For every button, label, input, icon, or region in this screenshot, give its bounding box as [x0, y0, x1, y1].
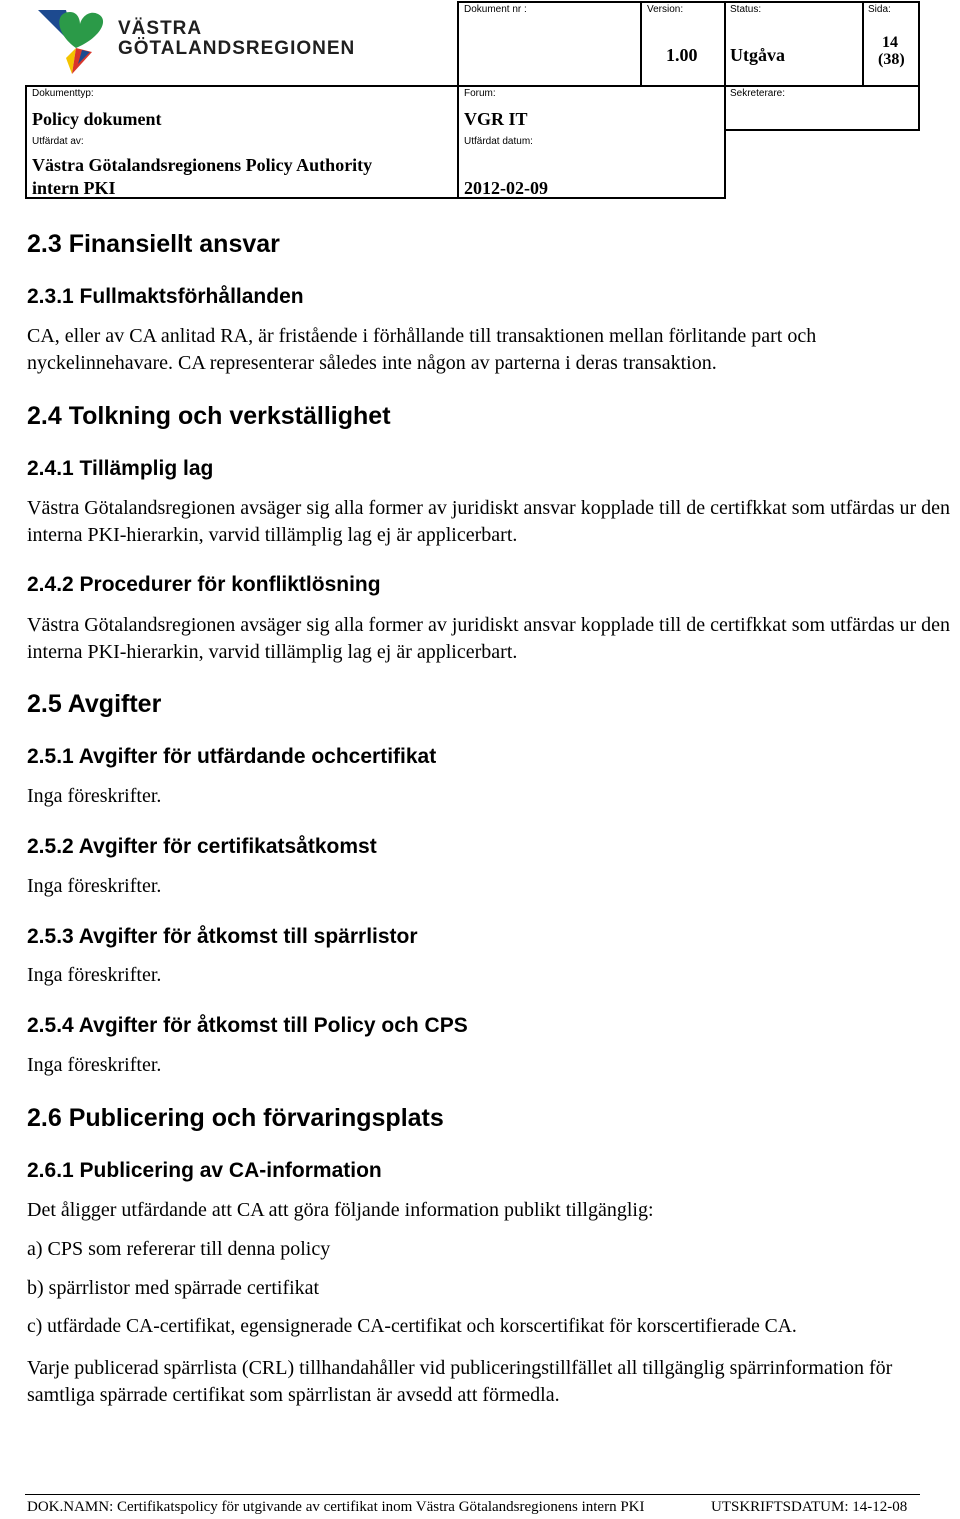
issuer-line2: intern PKI — [32, 178, 116, 198]
header-rule — [862, 1, 864, 87]
region-logo-icon — [36, 8, 118, 78]
header-rule — [918, 1, 920, 131]
paragraph-2-5-2: Inga föreskrifter. — [27, 875, 162, 897]
forum-label: Forum: — [464, 88, 496, 99]
paragraph-2-6-1-intro: Det åligger utfärdande att CA att göra följande information publikt tillgänglig: — [27, 1199, 654, 1221]
section-heading-2-5-1: 2.5.1 Avgifter för utfärdande ochcertifikat — [27, 745, 437, 768]
issuer-line1: Västra Götalandsregionens Policy Authority — [32, 155, 373, 175]
list-item-b: b) spärrlistor med spärrade certifikat — [27, 1277, 320, 1299]
page-label: Sida: — [868, 4, 891, 15]
section-heading-2-3: 2.3 Finansiellt ansvar — [27, 230, 280, 258]
paragraph-2-4-1: Västra Götalandsregionen avsäger sig alla former av juridiskt ansvar kopplade till de certifkkat som utfärdas ur den interna PKI-hierarkin, varvid tillämplig lag ej är applicerbart. — [27, 497, 951, 546]
header-rule — [724, 1, 726, 199]
doc-nr-label: Dokument nr : — [464, 4, 527, 15]
version-value: 1.00 — [666, 45, 698, 65]
paragraph-2-5-3: Inga föreskrifter. — [27, 964, 162, 986]
header-rule — [25, 85, 27, 199]
header-rule — [724, 129, 920, 131]
date-value: 2012-02-09 — [464, 178, 548, 198]
list-item-c: c) utfärdade CA-certifikat, egensignerade CA-certifikat och korscertifikat för korscertifierade CA. — [27, 1316, 797, 1337]
date-label: Utfärdat datum: — [464, 136, 533, 147]
header-rule — [640, 1, 642, 87]
org-name-line2: GÖTALANDSREGIONEN — [118, 38, 356, 59]
section-heading-2-5-3: 2.5.3 Avgifter för åtkomst till spärrlistor — [27, 925, 418, 948]
secretary-label: Sekreterare: — [730, 88, 786, 99]
header-rule — [457, 1, 920, 3]
section-heading-2-5-2: 2.5.2 Avgifter för certifikatsåtkomst — [27, 835, 377, 858]
footer-doc-name: DOK.NAMN: Certifikatspolicy för utgivande av certifikat inom Västra Götalandsregionens intern PKI — [27, 1499, 645, 1515]
paragraph-2-6-1-end: Varje publicerad spärrlista (CRL) tillhandahåller vid publiceringstillfället all tillgänglig spärrinformation för samtliga spärrade certifikat som spärrlistan är avsedd att förmedla. — [27, 1357, 893, 1406]
status-value: Utgåva — [730, 45, 785, 65]
issuer-label: Utfärdat av: — [32, 136, 84, 147]
footer-rule — [25, 1494, 920, 1495]
footer-print-date: UTSKRIFTSDATUM: 14-12-08 — [711, 1499, 908, 1515]
paragraph-2-5-4: Inga föreskrifter. — [27, 1054, 162, 1076]
paragraph-2-4-2: Västra Götalandsregionen avsäger sig alla former av juridiskt ansvar kopplade till de certifkkat som utfärdas ur den interna PKI-hierarkin, varvid tillämplig lag ej är applicerbart. — [27, 614, 951, 663]
page-current: 14 — [882, 34, 898, 51]
section-heading-2-3-1: 2.3.1 Fullmaktsförhållanden — [27, 285, 304, 308]
list-item-a: a) CPS som refererar till denna policy — [27, 1238, 331, 1260]
section-heading-2-6-1: 2.6.1 Publicering av CA-information — [27, 1159, 382, 1182]
header-rule — [457, 1, 459, 199]
paragraph-2-3-1: CA, eller av CA anlitad RA, är fristående i förhållande till transaktionen mellan förlitande part och nyckelinnehavare. CA representerar således inte någon av parterna i deras transaktion. — [27, 325, 817, 374]
doctype-value: Policy dokument — [32, 109, 162, 129]
section-heading-2-6: 2.6 Publicering och förvaringsplats — [27, 1104, 444, 1132]
section-heading-2-5-4: 2.5.4 Avgifter för åtkomst till Policy och CPS — [27, 1014, 468, 1037]
header — [0, 0, 960, 205]
paragraph-2-5-1: Inga föreskrifter. — [27, 785, 162, 807]
org-name-line1: VÄSTRA — [118, 18, 203, 39]
doctype-label: Dokumenttyp: — [32, 88, 94, 99]
header-rule — [25, 197, 724, 199]
forum-value: VGR IT — [464, 109, 528, 129]
version-label: Version: — [647, 4, 684, 15]
section-heading-2-4-1: 2.4.1 Tillämplig lag — [27, 457, 214, 480]
header-rule — [25, 85, 920, 87]
page-total: (38) — [878, 51, 905, 68]
section-heading-2-4-2: 2.4.2 Procedurer för konfliktlösning — [27, 573, 381, 596]
status-label: Status: — [730, 4, 762, 15]
section-heading-2-4: 2.4 Tolkning och verkställighet — [27, 402, 391, 430]
section-heading-2-5: 2.5 Avgifter — [27, 690, 162, 718]
